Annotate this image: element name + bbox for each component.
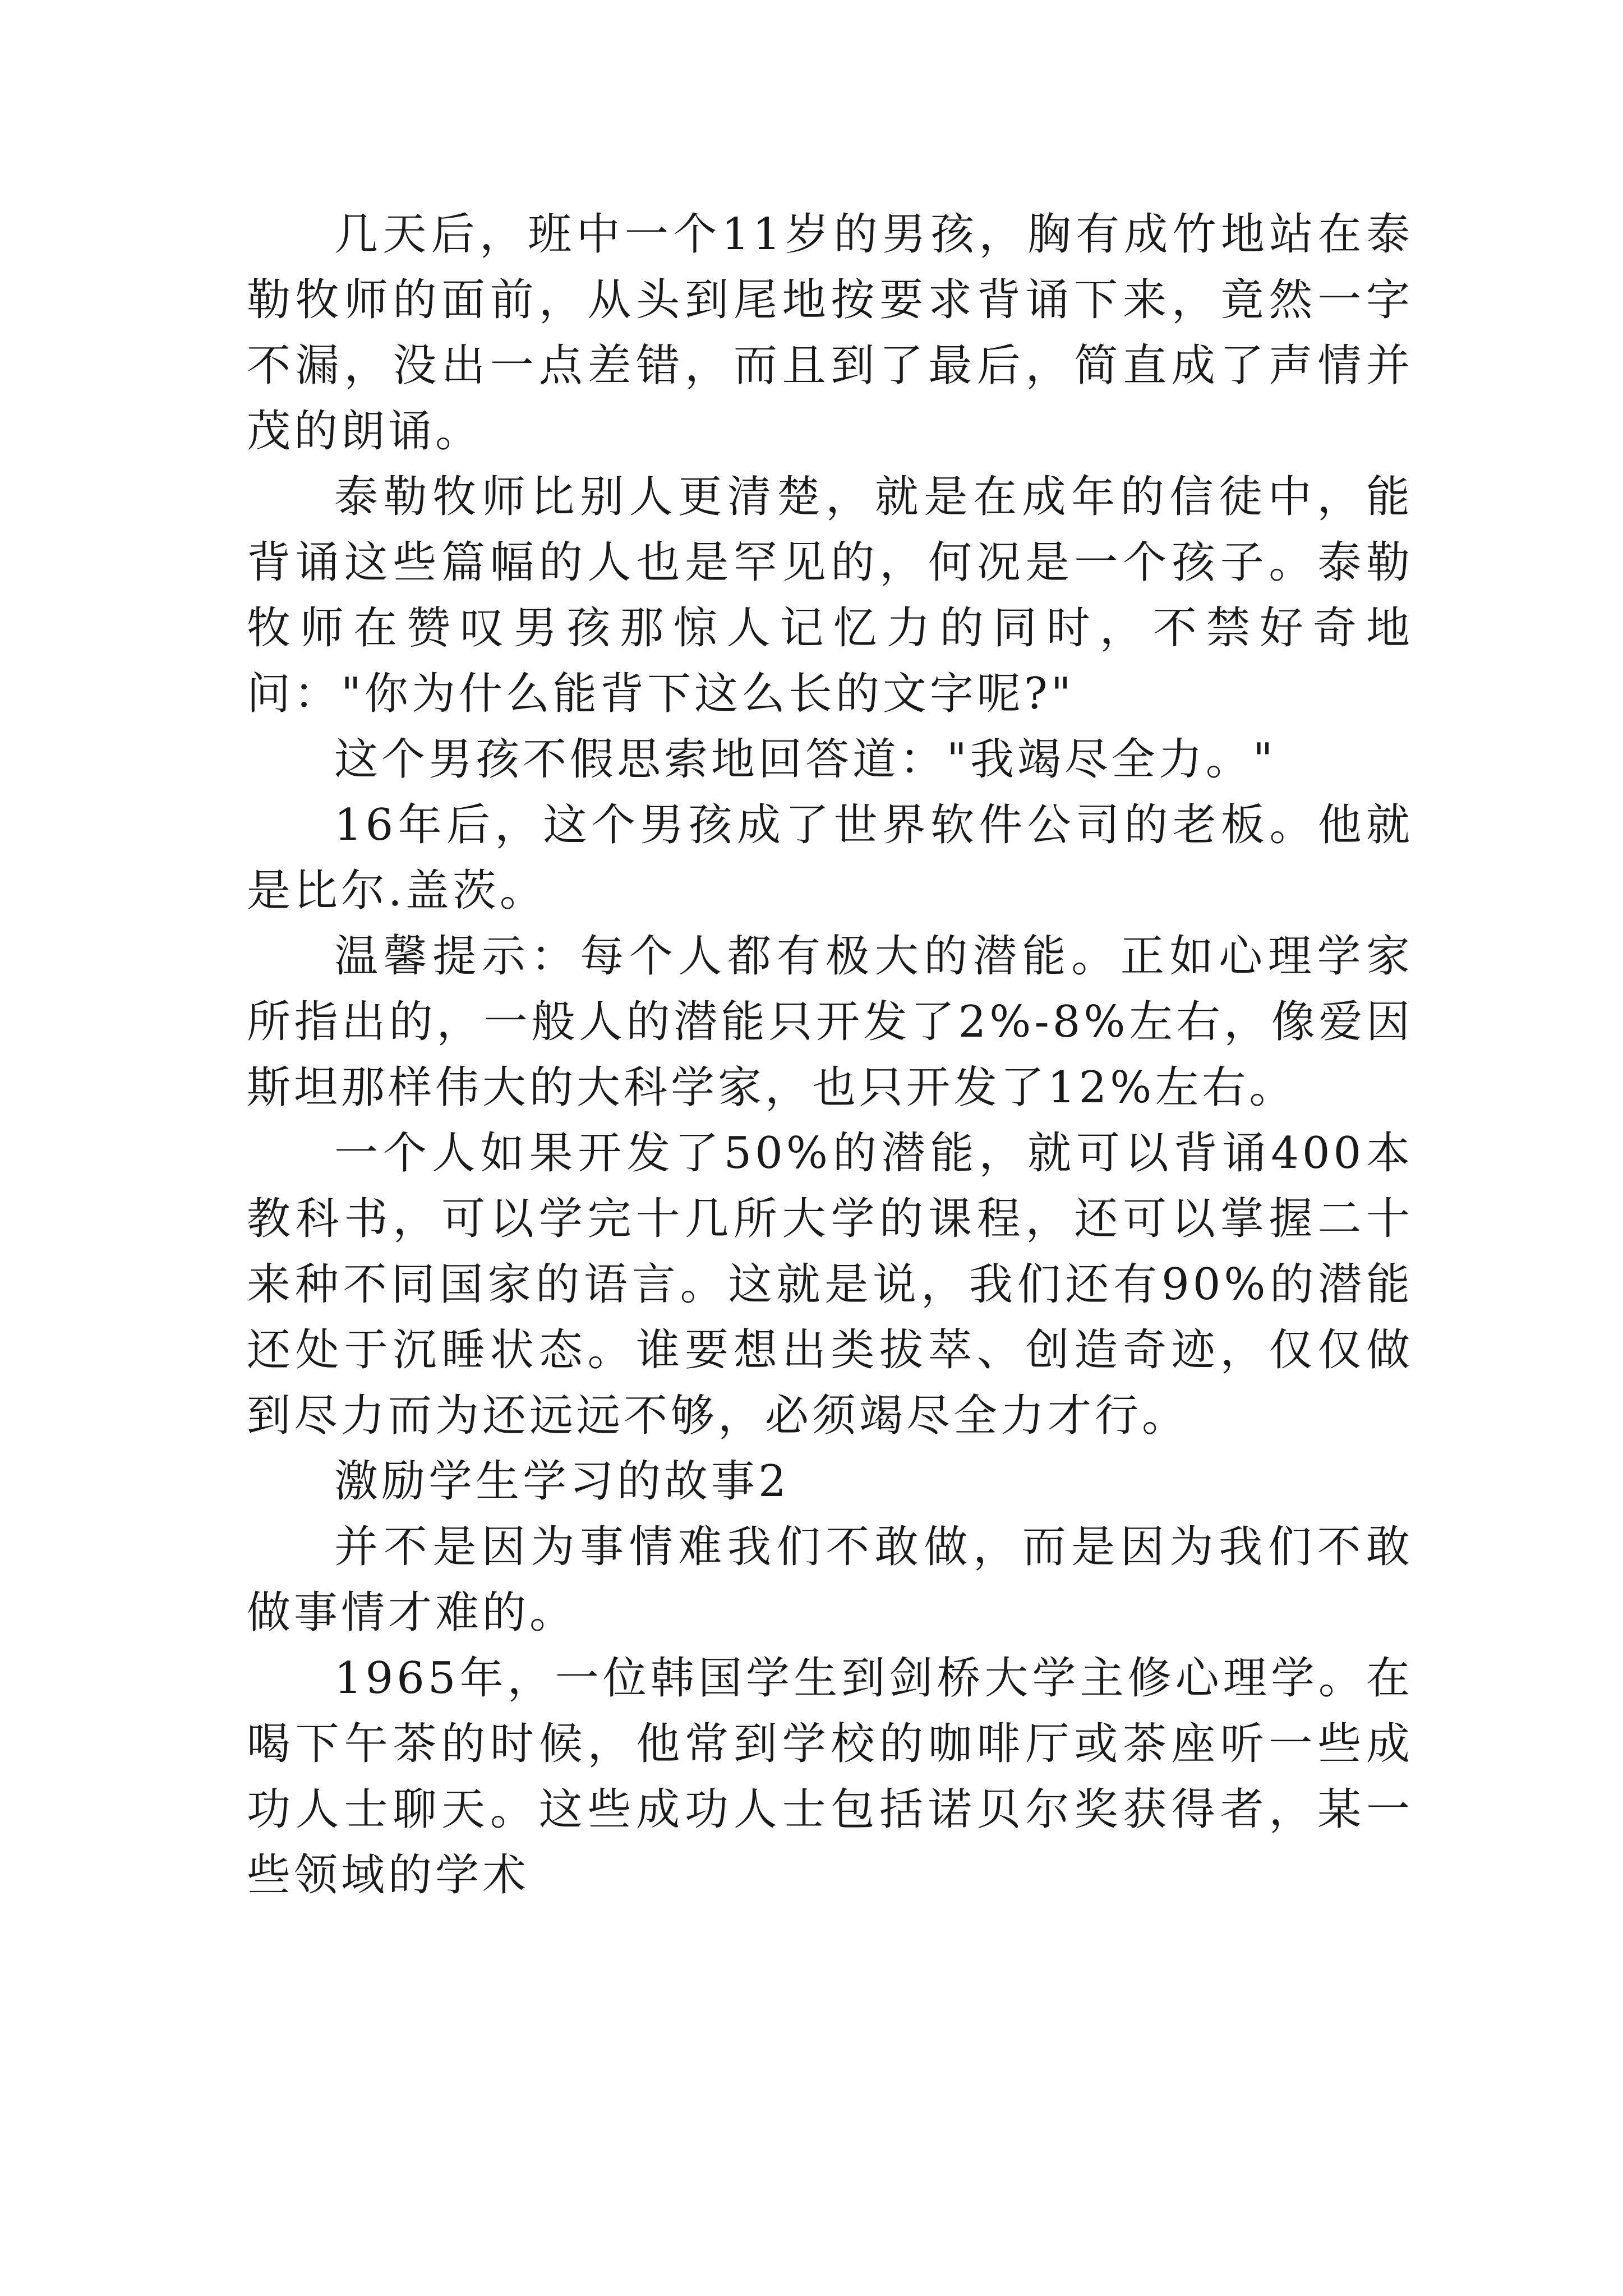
- paragraph-boy-answer: 这个男孩不假思索地回答道："我竭尽全力。": [334, 734, 1276, 785]
- document-body: [247, 202, 1413, 1908]
- paragraph-cambridge-story: 1965年，一位韩国学生到剑桥大学主修心理学。在喝下午茶的时候，他常到学校的咖啡厅或茶座听一些成功人士聊天。这些成功人士包括诺贝尔奖获得者，某一些领域的学术: [247, 1653, 1413, 1901]
- paragraph-potential: 一个人如果开发了50%的潜能，就可以背诵400本教科书，可以学完十几所大学的课程，还可以掌握二十来种不同国家的语言。这就是说，我们还有90%的潜能还处于沉睡状态。谁要想出类拔萃、创造奇迹，仅仅做到尽力而为还远远不够，必须竭尽全力才行。: [247, 1128, 1413, 1441]
- paragraph-bill-gates: 16年后，这个男孩成了世界软件公司的老板。他就是比尔.盖茨。: [247, 800, 1413, 916]
- paragraph-pastor-question: 泰勒牧师比别人更清楚，就是在成年的信徒中，能背诵这些篇幅的人也是罕见的，何况是一个孩子。泰勒牧师在赞叹男孩那惊人记忆力的同时，不禁好奇地问："你为什么能背下这么长的文字呢?": [247, 472, 1413, 719]
- paragraph-courage: 并不是因为事情难我们不敢做，而是因为我们不敢做事情才难的。: [247, 1522, 1413, 1638]
- story-heading: 激励学生学习的故事2: [334, 1456, 790, 1507]
- paragraph-gates-recital: 几天后，班中一个11岁的男孩，胸有成竹地站在泰勒牧师的面前，从头到尾地按要求背诵下来，竟然一字不漏，没出一点差错，而且到了最后，简直成了声情并茂的朗诵。: [247, 209, 1413, 457]
- paragraph-tip: 温馨提示：每个人都有极大的潜能。正如心理学家所指出的，一般人的潜能只开发了2%-8%左右，像爱因斯坦那样伟大的大科学家，也只开发了12%左右。: [247, 931, 1413, 1113]
